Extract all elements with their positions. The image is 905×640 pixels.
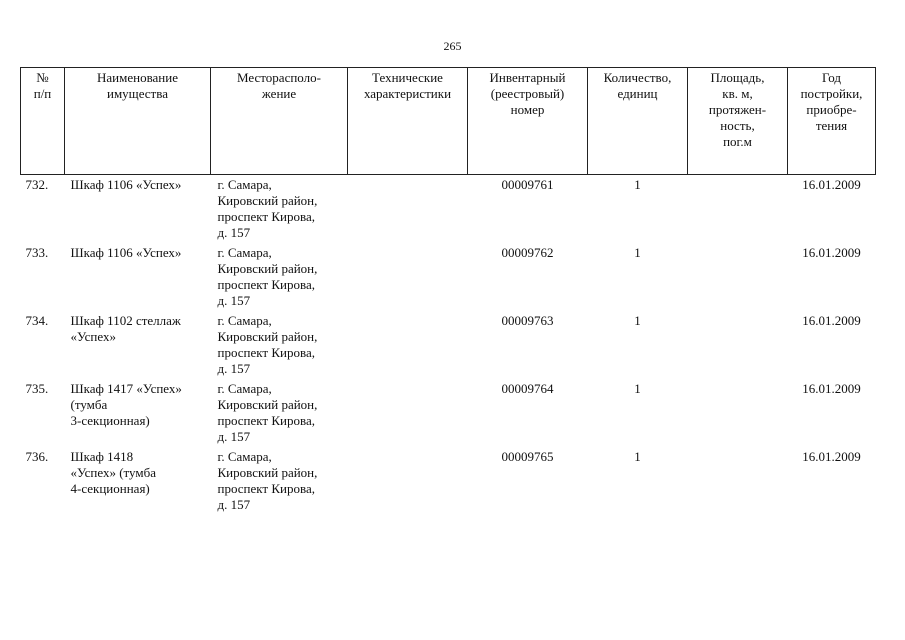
item-inventory-number: 00009764 [501,381,554,396]
item-location-line: проспект Кирова, [217,345,315,360]
table-row [21,312,876,380]
row-number: 732. [25,177,49,192]
header-line: ность, [720,118,755,133]
item-tech [348,244,468,312]
header-line: пог.м [723,134,752,149]
header-line: Месторасполо- [237,70,321,85]
item-area [688,175,788,245]
item-location-line: д. 157 [217,429,251,444]
item-location-line: проспект Кирова, [217,209,315,224]
item-location-line: Кировский район, [217,261,318,276]
item-name [65,448,211,516]
table-row [21,448,876,516]
header-line: характеристики [363,86,452,101]
item-name-line: Шкаф 1418 [70,449,134,464]
item-location [211,244,348,312]
item-location [211,448,348,516]
item-location-line: д. 157 [217,361,251,376]
item-location-line: Кировский район, [217,397,318,412]
item-location-line: Кировский район, [217,329,318,344]
header-line: Площадь, [710,70,765,85]
header-line: (реестровый) [490,86,565,101]
item-location-line: г. Самара, [217,245,272,260]
item-quantity: 1 [634,177,641,192]
item-location-line: г. Самара, [217,449,272,464]
item-inventory-number: 00009763 [501,313,554,328]
item-quantity: 1 [634,449,641,464]
item-location [211,175,348,245]
item-name [65,312,211,380]
item-area [688,448,788,516]
item-name-line: Шкаф 1106 «Успех» [70,177,182,192]
header-line: постройки, [800,86,863,101]
item-year: 16.01.2009 [802,449,861,464]
page-number: 265 [443,39,462,53]
header-line: протяжен- [708,102,767,117]
header-number [21,68,65,175]
header-line: кв. м, [722,86,753,101]
header-line: Количество, [603,70,672,85]
header-location [211,68,348,175]
item-name-line: Шкаф 1106 «Успех» [70,245,182,260]
item-location [211,312,348,380]
item-name-line: Шкаф 1417 «Успех» [70,381,182,396]
item-location-line: г. Самара, [217,313,272,328]
item-name-line: (тумба [70,397,108,412]
item-inventory-number: 00009765 [501,449,554,464]
item-name [65,175,211,245]
header-line: имущества [107,86,168,101]
item-area [688,312,788,380]
item-inventory-number: 00009761 [501,177,554,192]
header-line: жение [261,86,297,101]
header-year [788,68,876,175]
header-line: № [36,70,49,85]
table-row [21,244,876,312]
item-location-line: проспект Кирова, [217,413,315,428]
row-number: 736. [25,449,49,464]
item-year: 16.01.2009 [802,177,861,192]
item-area [688,244,788,312]
item-year: 16.01.2009 [802,381,861,396]
table-header [21,68,876,175]
item-location-line: д. 157 [217,293,251,308]
item-name-line: «Успех» (тумба [70,465,156,480]
header-line: п/п [33,86,52,101]
property-registry-table [20,67,876,516]
item-name-line: 4-секционная) [70,481,150,496]
item-location-line: проспект Кирова, [217,481,315,496]
header-line: тения [815,118,848,133]
item-location-line: г. Самара, [217,177,272,192]
item-name-line: 3-секционная) [70,413,150,428]
table-row [21,380,876,448]
item-quantity: 1 [634,381,641,396]
item-location [211,380,348,448]
table-row [21,175,876,245]
header-line: приобре- [806,102,857,117]
item-name [65,244,211,312]
item-name-line: «Успех» [70,329,116,344]
item-quantity: 1 [634,245,641,260]
header-tech [348,68,468,175]
item-name [65,380,211,448]
header-line: номер [510,102,545,117]
header-line: Наименование [97,70,178,85]
item-location-line: д. 157 [217,497,251,512]
item-tech [348,380,468,448]
item-tech [348,175,468,245]
header-line: Инвентарный [489,70,566,85]
header-quantity [588,68,688,175]
item-tech [348,312,468,380]
row-number: 733. [25,245,49,260]
item-location-line: проспект Кирова, [217,277,315,292]
item-location-line: д. 157 [217,225,251,240]
header-line: Год [821,70,842,85]
item-name-line: Шкаф 1102 стеллаж [70,313,181,328]
item-area [688,380,788,448]
item-inventory-number: 00009762 [501,245,554,260]
header-name [65,68,211,175]
item-location-line: г. Самара, [217,381,272,396]
item-quantity: 1 [634,313,641,328]
header-line: единиц [617,86,658,101]
header-row [21,68,876,175]
item-year: 16.01.2009 [802,245,861,260]
item-location-line: Кировский район, [217,465,318,480]
row-number: 735. [25,381,49,396]
header-area [688,68,788,175]
item-tech [348,448,468,516]
header-inventory [468,68,588,175]
row-number: 734. [25,313,49,328]
table-body [21,175,876,517]
item-year: 16.01.2009 [802,313,861,328]
item-location-line: Кировский район, [217,193,318,208]
header-line: Технические [372,70,443,85]
